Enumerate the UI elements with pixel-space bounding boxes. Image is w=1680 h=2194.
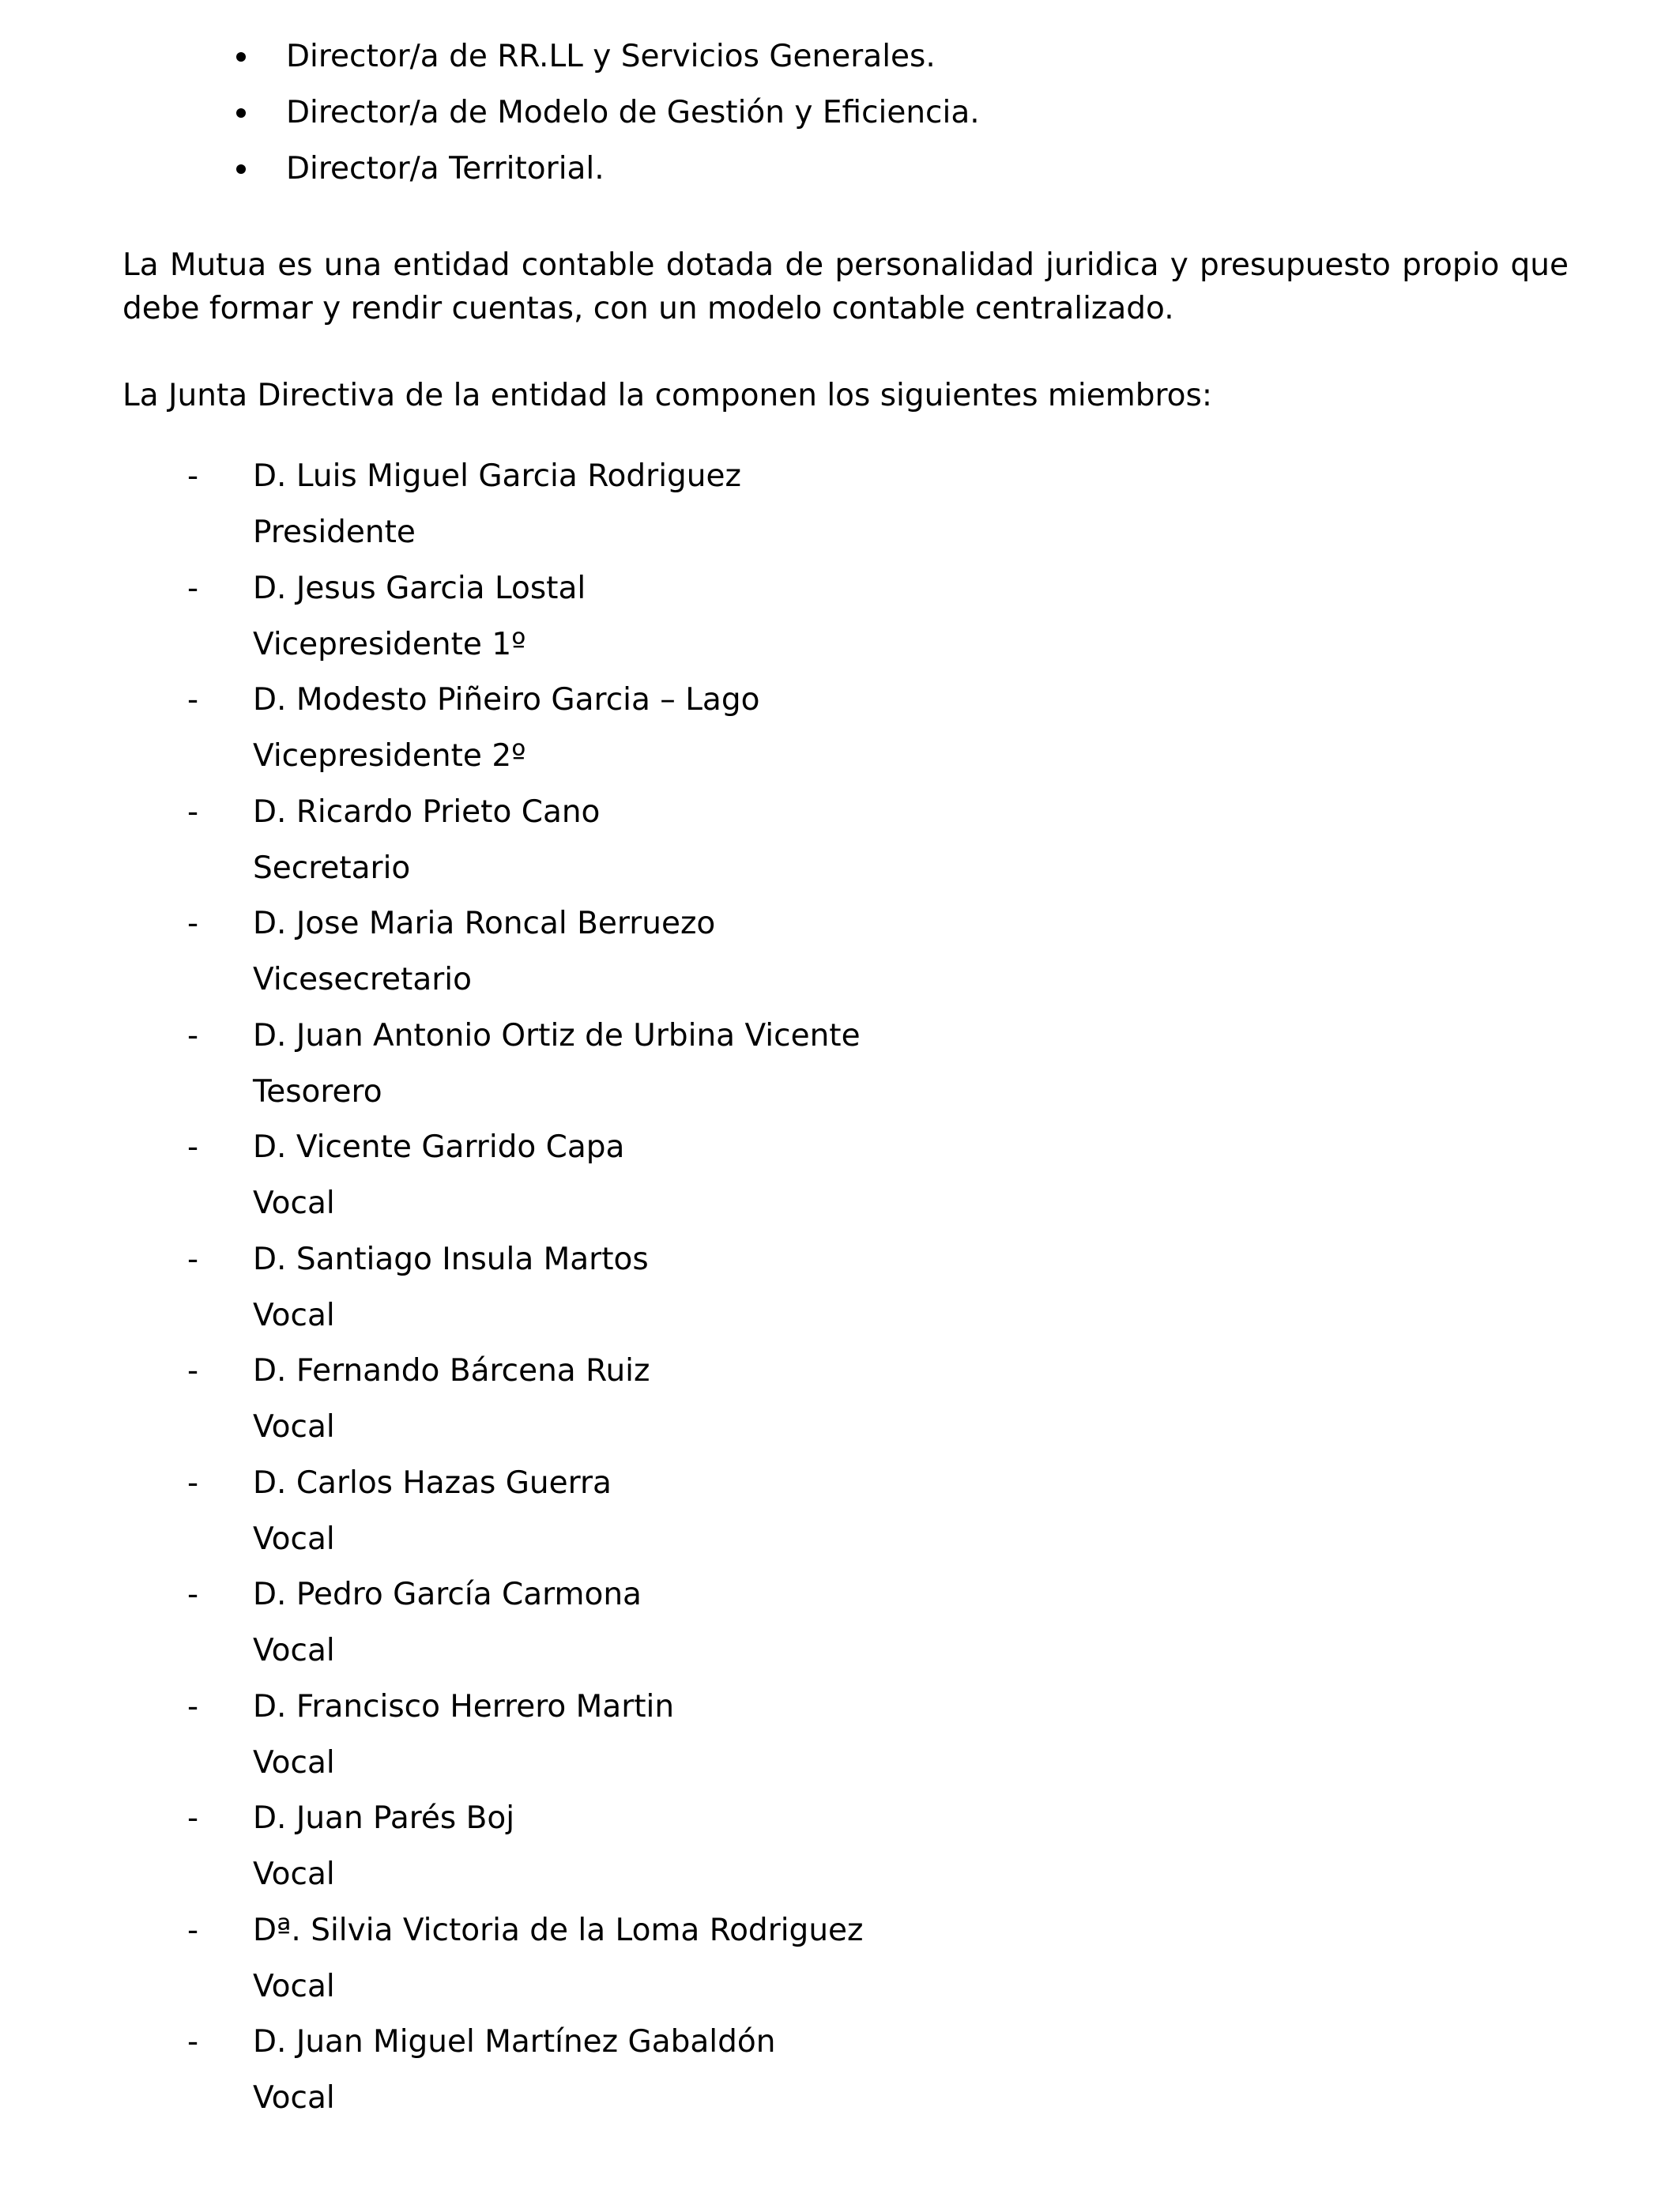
bullet-icon — [236, 164, 246, 174]
list-item — [0, 1236, 1680, 1348]
member-role: Vocal — [253, 2080, 335, 2116]
director-text: Director/a Territorial. — [286, 151, 605, 187]
member-role: Vocal — [253, 1968, 335, 2004]
member-name: D. Vicente Garrido Capa — [253, 1129, 625, 1165]
dash-marker: - — [187, 1800, 199, 1836]
list-item — [0, 789, 1680, 901]
directors-bullet-list — [0, 33, 1680, 202]
member-role: Vocal — [253, 1744, 335, 1781]
member-role: Vicesecretario — [253, 962, 472, 997]
member-role: Vocal — [253, 1186, 335, 1221]
member-name: D. Ricardo Prieto Cano — [253, 794, 601, 830]
list-item — [0, 1571, 1680, 1683]
member-role: Secretario — [253, 850, 411, 886]
member-name: Dª. Silvia Victoria de la Loma Rodriguez — [253, 1912, 864, 1948]
board-intro-paragraph: La Junta Directiva de la entidad la componen los siguientes miembros: — [122, 378, 1212, 413]
member-name: D. Fernando Bárcena Ruiz — [253, 1353, 650, 1389]
dash-marker: - — [187, 906, 199, 941]
member-name: D. Carlos Hazas Guerra — [253, 1465, 612, 1501]
member-name: D. Santiago Insula Martos — [253, 1241, 649, 1277]
board-members-list — [0, 453, 1680, 2131]
member-role: Vocal — [253, 1297, 335, 1333]
list-item — [0, 1795, 1680, 1907]
member-role: Vicepresidente 1º — [253, 626, 526, 662]
dash-marker: - — [187, 1577, 199, 1612]
list-item — [0, 2019, 1680, 2131]
dash-marker: - — [187, 1353, 199, 1389]
member-role: Vocal — [253, 1857, 335, 1892]
member-role: Vocal — [253, 1521, 335, 1557]
member-role: Tesorero — [253, 1073, 382, 1110]
member-role: Presidente — [253, 515, 416, 550]
dash-marker: - — [187, 570, 199, 606]
member-name: D. Juan Miguel Martínez Gabaldón — [253, 2024, 776, 2060]
member-name: D. Luis Miguel Garcia Rodriguez — [253, 458, 741, 494]
dash-marker: - — [187, 1465, 199, 1501]
list-item — [0, 900, 1680, 1012]
dash-marker: - — [187, 2024, 199, 2060]
member-name: D. Francisco Herrero Martin — [253, 1688, 675, 1725]
member-role: Vocal — [253, 1409, 335, 1445]
list-item — [0, 89, 1680, 145]
list-item — [0, 33, 1680, 89]
list-item — [0, 453, 1680, 565]
member-name: D. Juan Antonio Ortiz de Urbina Vicente — [253, 1017, 861, 1054]
list-item — [0, 1683, 1680, 1796]
list-item — [0, 677, 1680, 789]
dash-marker: - — [187, 682, 199, 718]
dash-marker: - — [187, 1017, 199, 1054]
director-text: Director/a de Modelo de Gestión y Eficiencia. — [286, 95, 980, 130]
member-name: D. Jesus Garcia Lostal — [253, 570, 586, 606]
list-item — [0, 145, 1680, 202]
director-text: Director/a de RR.LL y Servicios Generales. — [286, 39, 936, 74]
dash-marker: - — [187, 1129, 199, 1165]
list-item — [0, 1012, 1680, 1125]
list-item — [0, 1348, 1680, 1460]
list-item — [0, 1124, 1680, 1236]
dash-marker: - — [187, 458, 199, 494]
member-name: D. Pedro García Carmona — [253, 1577, 642, 1612]
dash-marker: - — [187, 1241, 199, 1277]
bullet-icon — [236, 108, 246, 118]
dash-marker: - — [187, 794, 199, 830]
dash-marker: - — [187, 1688, 199, 1725]
member-name: D. Juan Parés Boj — [253, 1800, 515, 1836]
entity-description-paragraph: La Mutua es una entidad contable dotada de personalidad juridica y presupuesto propio que debe formar y rendir cuentas, con un modelo contable centralizado. — [122, 247, 1569, 326]
member-role: Vicepresidente 2º — [253, 738, 526, 774]
list-item — [0, 1460, 1680, 1572]
member-name: D. Modesto Piñeiro Garcia – Lago — [253, 682, 760, 718]
dash-marker: - — [187, 1912, 199, 1948]
list-item — [0, 565, 1680, 677]
member-role: Vocal — [253, 1633, 335, 1668]
bullet-icon — [236, 52, 246, 62]
member-name: D. Jose Maria Roncal Berruezo — [253, 906, 716, 941]
list-item — [0, 1907, 1680, 2019]
